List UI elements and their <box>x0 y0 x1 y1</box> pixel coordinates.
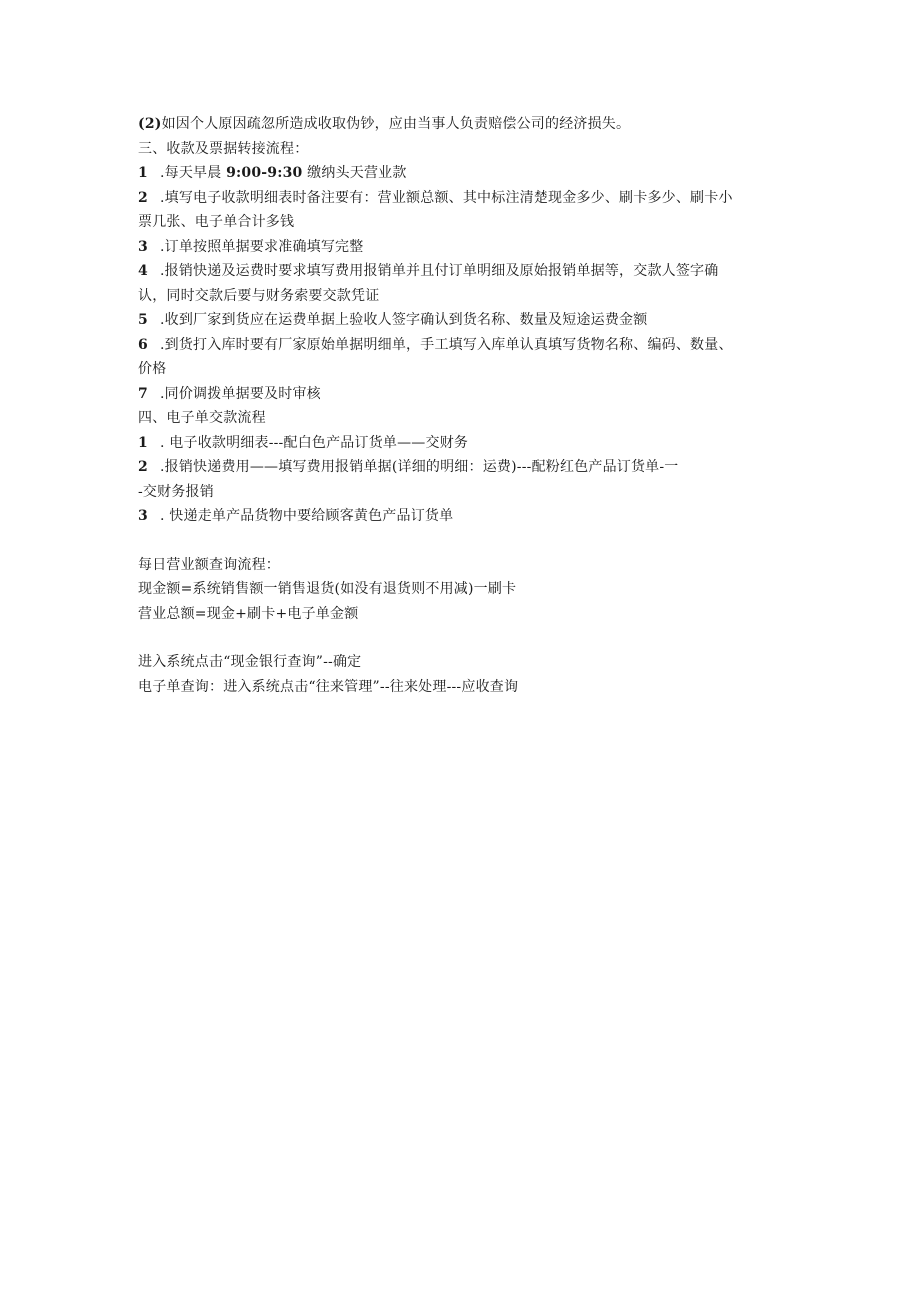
enter-system-instruction: 进入系统点击“现金银行查询”--确定 <box>138 654 362 670</box>
list-item <box>138 431 798 456</box>
list-item-continuation: 认，同时交款后要与财务索要交款凭证 <box>138 287 380 304</box>
item-number: 5 <box>138 312 148 328</box>
item-number: 3 <box>138 508 148 524</box>
item-text: .报销快递及运费时要求填写费用报销单并且付订单明细及原始报销单据等，交款人签字确 <box>160 263 719 279</box>
item-text: . 快递走单产品货物中要给顾客黄色产品订货单 <box>160 508 454 524</box>
spacer <box>138 626 798 650</box>
paragraph-counterfeit-note <box>138 112 798 137</box>
list-item-continuation: 价格 <box>138 361 167 377</box>
list-item <box>138 186 798 211</box>
section-heading-4: 四、电子单交款流程 <box>138 410 266 426</box>
spacer <box>138 529 798 553</box>
item-text: .收到厂家到货应在运费单据上验收人签字确认到货名称、数量及短途运费金额 <box>160 312 648 328</box>
list-item <box>138 235 798 260</box>
item-number: 4 <box>138 263 148 279</box>
item-number: 6 <box>138 336 148 353</box>
daily-query-heading: 每日营业额查询流程： <box>138 556 280 573</box>
list-item-continuation: 票几张、电子单合计多钱 <box>138 214 295 230</box>
item-number: 1 <box>138 434 148 451</box>
item-number: 2 <box>138 459 148 475</box>
item-text: .填写电子收款明细表时备注要有：营业额总额、其中标注清楚现金多少、刷卡多少、刷卡小 <box>160 189 733 206</box>
list-item <box>138 161 798 186</box>
list-item <box>138 382 798 407</box>
item-number: 1 <box>138 165 148 181</box>
time-range: 9:00-9:30 <box>226 165 303 181</box>
paragraph-text: 如因个人原因疏忽所造成收取伪钞，应由当事人负责赔偿公司的经济损失。 <box>161 116 631 132</box>
item-text: .报销快递费用——填写费用报销单据(详细的明细：运费)---配粉红色产品订货单-一 <box>160 459 679 475</box>
section-heading-3: 三、收款及票据转接流程： <box>138 140 309 157</box>
list-item-continuation: -交财务报销 <box>138 483 214 500</box>
document-page <box>138 112 798 699</box>
item-text: .同价调拨单据要及时审核 <box>160 385 321 402</box>
item-number: 2 <box>138 189 148 206</box>
item-number: (2) <box>138 116 162 132</box>
e-sheet-query-instruction: 电子单查询：进入系统点击“往来管理”--往来处理---应收查询 <box>138 678 519 695</box>
item-text: 缴纳头天营业款 <box>302 165 407 181</box>
list-item <box>138 504 798 529</box>
item-text: . 电子收款明细表---配白色产品订货单——交财务 <box>160 434 469 451</box>
item-text: .到货打入库时要有厂家原始单据明细单，手工填写入库单认真填写货物名称、编码、数量、 <box>160 336 733 353</box>
list-item <box>138 333 798 358</box>
list-item <box>138 308 798 333</box>
item-number: 7 <box>138 385 148 402</box>
item-number: 3 <box>138 238 148 255</box>
item-text: .每天早晨 <box>160 165 227 181</box>
list-item <box>138 455 798 480</box>
cash-formula: 现金额=系统销售额一销售退货(如没有退货则不用减)一刷卡 <box>138 581 517 597</box>
list-item <box>138 259 798 284</box>
item-text: .订单按照单据要求准确填写完整 <box>160 238 364 255</box>
total-formula: 营业总额=现金+刷卡+电子单金额 <box>138 605 359 622</box>
